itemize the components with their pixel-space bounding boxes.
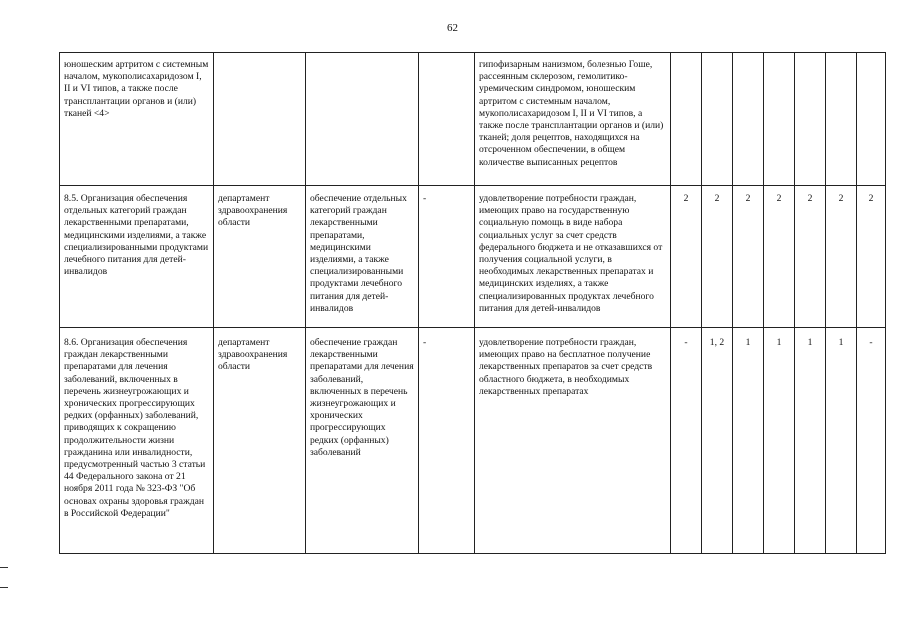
result-cell — [306, 53, 419, 186]
table-row — [60, 186, 886, 328]
margin-mark — [0, 567, 8, 568]
year-value-cell: 2 — [795, 186, 826, 328]
year-value-cell: 1 — [733, 328, 764, 554]
year-value-cell: 2 — [671, 186, 702, 328]
executor-cell: департамент здравоохранения области — [214, 328, 306, 554]
relation-cell: - — [419, 328, 475, 554]
year-value-cell: 1 — [764, 328, 795, 554]
page-number: 62 — [447, 22, 458, 34]
measure-name-cell: 8.6. Организация обеспечения граждан лекарственными препаратами для лечения заболеваний, включенных в перечень жизнеугрожающих и хронических прогрессирующих редких (орфанных) заболеваний, приводящих к сокращению продолжительности жизни гражданина или инвалидности, предусмотренный частью 3 статьи 44 Федерального закона от 21 ноября 2011 года № 323-ФЗ "Об основах охраны здоровья граждан в Российской Федерации" — [60, 328, 214, 554]
year-value-cell — [795, 53, 826, 186]
year-value-cell: 1 — [795, 328, 826, 554]
year-value-cell — [764, 53, 795, 186]
executor-cell: департамент здравоохранения области — [214, 186, 306, 328]
year-value-cell: 1, 2 — [702, 328, 733, 554]
indicator-cell: гипофизарным нанизмом, болезнью Гоше, рассеянным склерозом, гемолитико-уремическим синдромом, юношеским артритом с системным началом, мукополисахаридозом I, II и VI типов, а также после трансплантации органов и (или) тканей; доля рецептов, находящихся на отсроченном обеспечении, в общем количестве выписанных рецептов — [475, 53, 671, 186]
year-value-cell: 1 — [826, 328, 857, 554]
executor-cell — [214, 53, 306, 186]
relation-cell — [419, 53, 475, 186]
relation-cell: - — [419, 186, 475, 328]
year-value-cell — [671, 53, 702, 186]
margin-mark — [0, 587, 8, 588]
measures-table — [59, 52, 886, 554]
indicator-cell: удовлетворение потребности граждан, имеющих право на бесплатное получение лекарственных препаратов за счет средств областного бюджета, в необходимых лекарственных препаратах — [475, 328, 671, 554]
table-row — [60, 328, 886, 554]
year-value-cell: 2 — [857, 186, 886, 328]
year-value-cell: 2 — [702, 186, 733, 328]
year-value-cell: 2 — [764, 186, 795, 328]
measure-name-cell: юношеским артритом с системным началом, мукополисахаридозом I, II и VI типов, а также после трансплантации органов и (или) тканей <4> — [60, 53, 214, 186]
year-value-cell — [702, 53, 733, 186]
result-cell: обеспечение отдельных категорий граждан лекарственными препаратами, медицинскими изделиями, а также специализированными продуктами лечебного питания для детей-инвалидов — [306, 186, 419, 328]
result-cell: обеспечение граждан лекарственными препаратами для лечения заболеваний, включенных в перечень жизнеугрожающих и хронических прогрессирующих редких (орфанных) заболеваний — [306, 328, 419, 554]
year-value-cell: 2 — [733, 186, 764, 328]
year-value-cell: - — [857, 328, 886, 554]
year-value-cell — [733, 53, 764, 186]
year-value-cell — [826, 53, 857, 186]
indicator-cell: удовлетворение потребности граждан, имеющих право на государственную социальную помощь в виде набора социальных услуг за счет средств федерального бюджета и не отказавшихся от получения социальной услуги, в необходимых лекарственных препаратах и медицинских изделиях, а также специализированных продуктах лечебного питания для детей-инвалидов — [475, 186, 671, 328]
measure-name-cell: 8.5. Организация обеспечения отдельных категорий граждан лекарственными препаратами, медицинскими изделиями, а также специализированными продуктами лечебного питания для детей-инвалидов — [60, 186, 214, 328]
year-value-cell: 2 — [826, 186, 857, 328]
year-value-cell: - — [671, 328, 702, 554]
table-row — [60, 53, 886, 186]
year-value-cell — [857, 53, 886, 186]
